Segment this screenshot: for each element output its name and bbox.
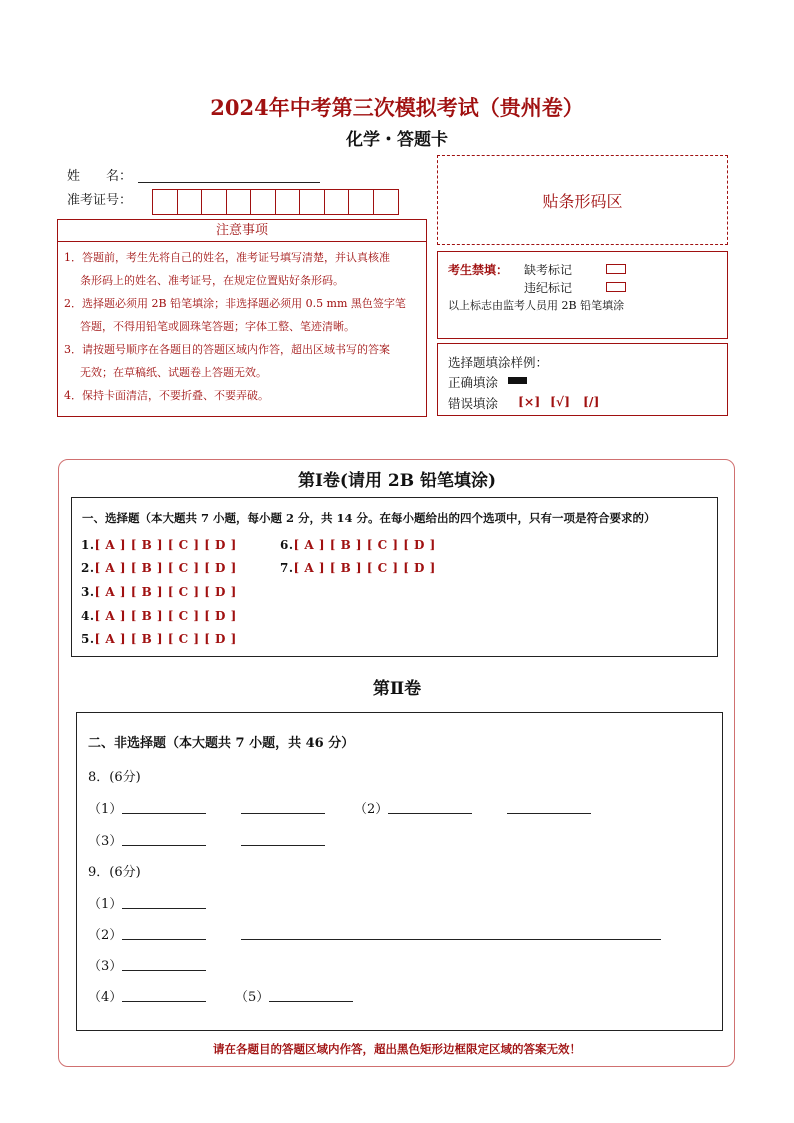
notice-line: 2．选择题必须用 2B 铅笔填涂；非选择题必须用 0.5 mm 黑色签字笔 — [64, 297, 406, 310]
mcq-heading: 一、选择题（本大题共 7 小题，每小题 2 分，共 14 分。在每小题给出的四个选项中，只有一项是符合要求的） — [82, 511, 656, 525]
sub-label: （3） — [88, 834, 123, 849]
answer-line[interactable] — [507, 813, 591, 814]
wrong-mark: [×] — [518, 394, 541, 409]
id-box[interactable] — [178, 190, 203, 214]
sub-label: （1） — [88, 897, 123, 912]
sub-label: （5） — [235, 990, 270, 1005]
notice-line: 4．保持卡面清洁，不要折叠、不要弄破。 — [64, 389, 269, 402]
id-box[interactable] — [325, 190, 350, 214]
sub-label: （2） — [354, 802, 389, 817]
mcq-question[interactable] — [280, 561, 436, 575]
sample-heading: 选择题填涂样例： — [448, 355, 549, 370]
fill-sample-box — [437, 343, 728, 416]
wrong-mark: [√] — [550, 394, 571, 409]
absent-mark-box[interactable] — [606, 264, 626, 274]
id-box[interactable] — [300, 190, 325, 214]
mcq-question[interactable] — [81, 632, 237, 646]
forbid-note: 以上标志由监考人员用 2B 铅笔填涂 — [448, 299, 625, 312]
question-number: 7. — [280, 561, 294, 575]
id-box[interactable] — [251, 190, 276, 214]
answer-line[interactable] — [122, 845, 206, 846]
notice-line: 条形码上的姓名、准考证号，在规定位置贴好条形码。 — [80, 274, 344, 287]
question-9-label: 9．(6分) — [88, 865, 141, 880]
question-number: 3. — [81, 585, 95, 599]
id-label: 准考证号： — [67, 193, 133, 208]
name-label: 姓 名： — [67, 169, 133, 184]
id-box[interactable] — [276, 190, 301, 214]
choice-options[interactable]: [ A ] [ B ] [ C ] [ D ] — [94, 609, 237, 623]
question-8-label: 8．(6分) — [88, 770, 141, 785]
exam-subtitle: 化学・答题卡 — [346, 130, 448, 150]
mcq-question[interactable] — [280, 538, 436, 552]
part1-title: 第Ⅰ卷(请用 2B 铅笔填涂) — [297, 471, 497, 491]
answer-line[interactable] — [269, 1001, 353, 1002]
question-number: 4. — [81, 609, 95, 623]
wrong-mark: [/] — [583, 394, 600, 409]
absent-label: 缺考标记 — [524, 263, 573, 277]
id-box[interactable] — [227, 190, 252, 214]
forbid-box — [437, 251, 728, 339]
sub-label: （2） — [88, 928, 123, 943]
non-mcq-heading: 二、非选择题（本大题共 7 小题，共 46 分） — [88, 736, 355, 751]
choice-options[interactable]: [ A ] [ B ] [ C ] [ D ] — [94, 632, 237, 646]
notice-line: 1．答题前，考生先将自己的姓名，准考证号填写清楚，并认真核准 — [64, 251, 390, 264]
answer-line[interactable] — [241, 845, 325, 846]
answer-line[interactable] — [122, 908, 206, 909]
answer-line[interactable] — [241, 939, 661, 940]
footer-warning: 请在各题目的答题区域内作答，超出黑色矩形边框限定区域的答案无效！ — [213, 1042, 581, 1056]
answer-line[interactable] — [122, 1001, 206, 1002]
question-number: 1. — [81, 538, 95, 552]
question-number: 2. — [81, 561, 95, 575]
correct-fill-label: 正确填涂 — [448, 375, 499, 390]
notice-box — [57, 242, 427, 417]
sub-label: （1） — [88, 802, 123, 817]
id-boxes[interactable] — [152, 189, 399, 215]
mcq-question[interactable] — [81, 538, 237, 552]
mcq-question[interactable] — [81, 561, 237, 575]
mcq-question[interactable] — [81, 585, 237, 599]
id-box[interactable] — [349, 190, 374, 214]
notice-line: 3．请按题号顺序在各题目的答题区域内作答，超出区域书写的答案 — [64, 343, 390, 356]
id-box[interactable] — [202, 190, 227, 214]
answer-line[interactable] — [122, 813, 206, 814]
sub-label: （4） — [88, 990, 123, 1005]
barcode-area — [437, 155, 728, 245]
id-box[interactable] — [374, 190, 399, 214]
choice-options[interactable]: [ A ] [ B ] [ C ] [ D ] — [94, 585, 237, 599]
correct-fill-mark — [508, 377, 527, 384]
choice-options[interactable]: [ A ] [ B ] [ C ] [ D ] — [293, 538, 436, 552]
barcode-label: 贴条形码区 — [542, 191, 623, 211]
answer-line[interactable] — [388, 813, 472, 814]
mcq-question[interactable] — [81, 609, 237, 623]
non-mcq-box — [76, 712, 723, 1031]
violation-label: 违纪标记 — [524, 281, 573, 295]
notice-line: 答题，不得用铅笔或圆珠笔答题；字体工整、笔迹清晰。 — [80, 320, 355, 333]
name-field[interactable] — [138, 182, 320, 183]
violation-mark-box[interactable] — [606, 282, 626, 292]
choice-options[interactable]: [ A ] [ B ] [ C ] [ D ] — [293, 561, 436, 575]
question-number: 5. — [81, 632, 95, 646]
forbid-label: 考生禁填： — [448, 263, 509, 277]
question-number: 6. — [280, 538, 294, 552]
answer-line[interactable] — [241, 813, 325, 814]
choice-options[interactable]: [ A ] [ B ] [ C ] [ D ] — [94, 538, 237, 552]
part2-title: 第Ⅱ卷 — [372, 679, 422, 699]
notice-line: 无效；在草稿纸、试题卷上答题无效。 — [80, 366, 267, 379]
exam-title: 2024年中考第三次模拟考试（贵州卷） — [210, 95, 584, 120]
id-box[interactable] — [153, 190, 178, 214]
notice-heading: 注意事项 — [57, 219, 427, 242]
sub-label: （3） — [88, 959, 123, 974]
answer-line[interactable] — [122, 939, 206, 940]
mcq-box — [71, 497, 718, 657]
answer-line[interactable] — [122, 970, 206, 971]
wrong-fill-label: 错误填涂 — [448, 396, 499, 411]
choice-options[interactable]: [ A ] [ B ] [ C ] [ D ] — [94, 561, 237, 575]
